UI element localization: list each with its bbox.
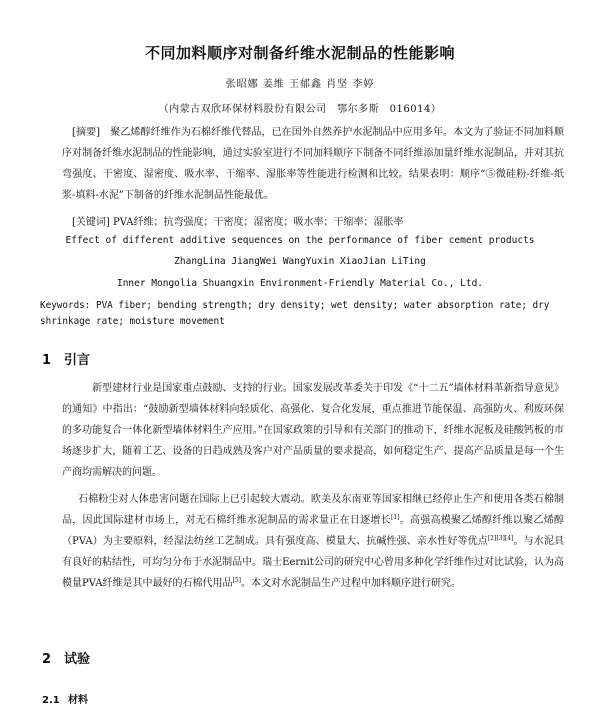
intro-paragraph-2-part-c: 。与水泥具有良好的粘结性，可均匀分布于水泥制品中。瑞士Eernit公司的研究中心曾用多种化学纤维作过对比试验，认为高模量PVA纤维是其中最好的石棉代用品 xyxy=(62,536,564,589)
intro-paragraph-2-part-b: 。高强高模聚乙烯醇纤维以聚乙烯醇（PVA）为主要原料，经湿法纺丝工艺制成。具有强度高、模量大、抗碱性强、亲水性好等优点 xyxy=(62,515,564,547)
section-title: 引言 xyxy=(64,353,91,368)
paper-title: 不同加料顺序对制备纤维水泥制品的性能影响 xyxy=(144,44,455,62)
citation-ref: [5] xyxy=(232,577,241,584)
section-title: 试验 xyxy=(64,652,91,667)
english-authors: ZhangLina JiangWei WangYuxin XiaoJian LiTing xyxy=(174,256,426,267)
intro-paragraph-2 xyxy=(62,489,564,594)
subsection-number: 2.1 xyxy=(42,695,60,706)
author-list: 张昭娜 姜维 王郁鑫 肖坚 李婷 xyxy=(225,79,375,90)
english-affiliation: Inner Mongolia Shuangxin Environment-Friendly Material Co., Ltd. xyxy=(116,278,484,289)
english-keywords: Keywords: PVA fiber; bending strength; dry density; wet density; water absorption rate; dry shrinkage rate; moisture movement xyxy=(40,300,550,327)
section-heading-introduction xyxy=(42,349,90,368)
subsection-heading-materials xyxy=(42,691,88,706)
affiliation: （内蒙古双欣环保材料股份有限公司 鄂尔多斯 016014） xyxy=(158,104,442,115)
intro-paragraph-2-part-d: 。本文对水泥制品生产过程中加料顺序进行研究。 xyxy=(241,578,461,589)
intro-paragraph-2-part-a: 石棉粉尘对人体患害问题在国际上已引起较大震动。欧美及东南亚等国家相继已经停止生产和使用各类石棉制品，因此国际建材市场上，对无石棉纤维水泥制品的需求量正在日逐增长 xyxy=(62,494,564,526)
intro-paragraph-1: 新型建材行业是国家重点鼓励、支持的行业。国家发展改革委关于印发《“十二五”墙体材料革新指导意见》的通知》中指出：“鼓励新型墙体材料向轻质化、高强化、复合化发展，重点推进节能保温、高强防火、利废环保的多功能复合一体化新型墙体材料生产应用。”在国家政策的引导和有关部门的推动下，纤维水泥板及硅酸钙板的市场逐步扩大，随着工艺、设备的日趋成熟及客户对产品质量的要求提高，如何稳定生产、提高产品质量是每一个生产商均需解决的问题。 xyxy=(62,383,564,478)
citation-ref: [1] xyxy=(391,514,400,521)
section-heading-experiment xyxy=(42,648,90,667)
citation-ref: [2][3][4] xyxy=(487,535,514,542)
english-title: Effect of different additive sequences on the performance of fiber cement products xyxy=(65,235,535,246)
subsection-title: 材料 xyxy=(68,695,88,706)
section-number: 2 xyxy=(42,652,52,667)
keywords-cn: [关键词] PVA纤维；抗弯强度；干密度；湿密度；吸水率；干缩率；湿胀率 xyxy=(72,217,404,228)
section-number: 1 xyxy=(42,353,52,368)
abstract: [摘要] 聚乙烯醇纤维作为石棉纤维代替品，已在国外自然养护水泥制品中应用多年。本文为了验证不同加料顺序对制备纤维水泥制品的性能影响，通过实验室进行不同加料顺序下制备不同纤维添加量纤维水泥制品，并对其抗弯强度、干密度、湿密度、吸水率、干缩率、湿胀率等性能进行检测和比较。结果表明：顺序“⑤微硅粉-纤维-纸浆-填料-水泥”下制备的纤维水泥制品性能最优。 xyxy=(62,127,564,201)
